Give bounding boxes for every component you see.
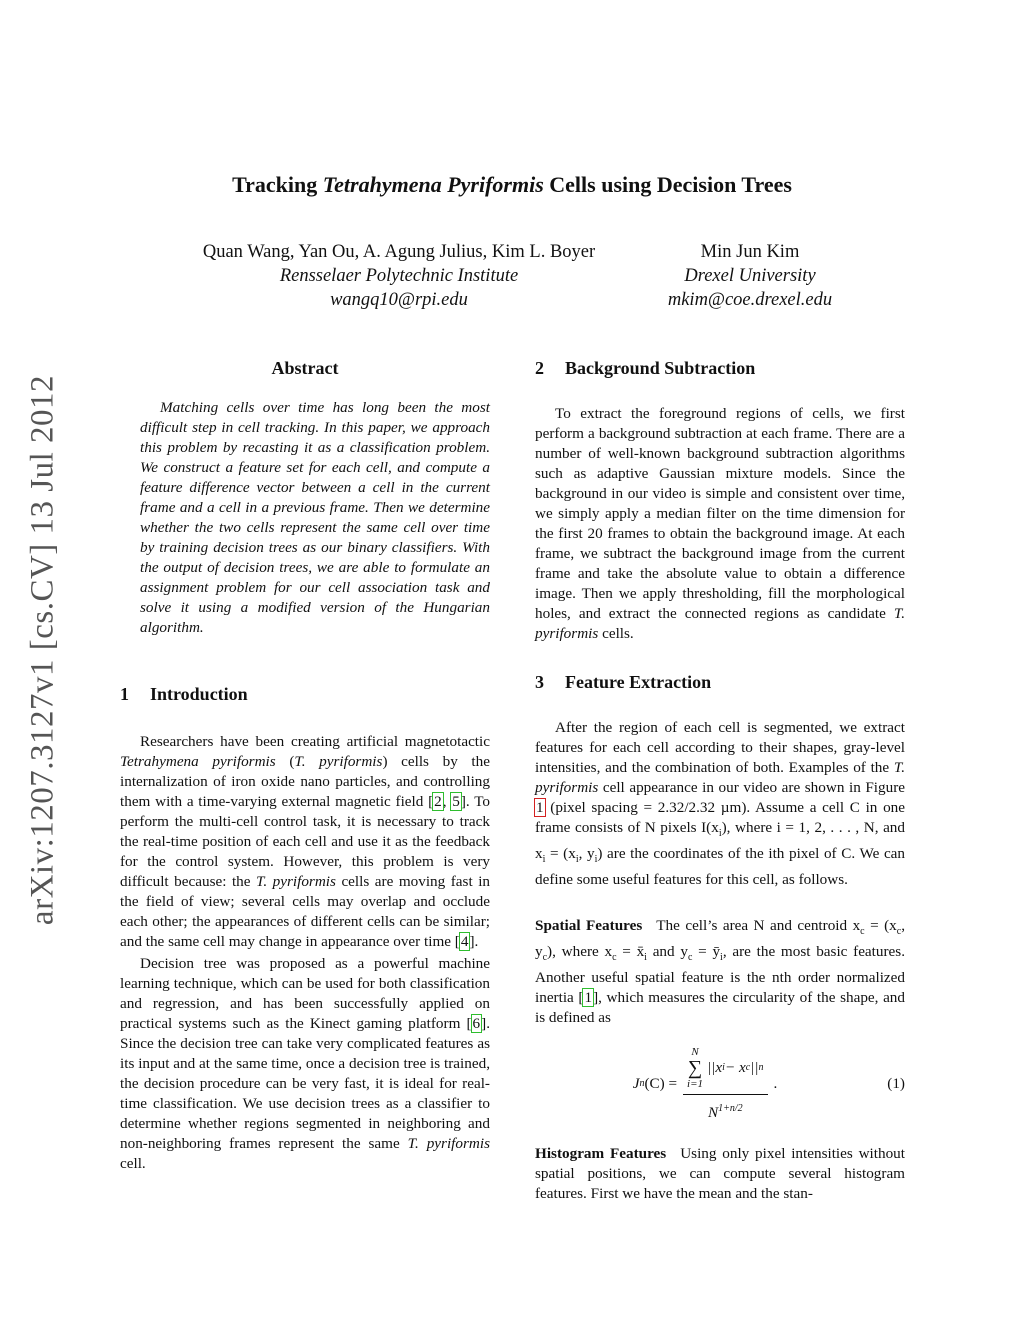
citation-link[interactable]: 4 (460, 933, 469, 950)
intro-paragraph-1: Researchers have been creating artificial magnetotactic Tetrahymena pyriformis (T. pyriformis) cells by the internalization of iron oxide nano particles, and controlling them with a time-varying external magnetic field [2, 5]. To perform the multi-cell control task, it is necessary to track the real-time position of each cell and use it as the feedback for the control system. However, this problem is very difficult because: the T. pyriformis cells are moving fast in the field of view; several cells may overlap and occlude each other; the appearances of different cells can be similar; and the same cell may change in appearance over time [4]. (120, 733, 491, 950)
author-email: mkim@coe.drexel.edu (667, 290, 833, 310)
sum-operator: N ∑ i=1 (687, 1045, 704, 1090)
author-affiliation: Rensselaer Polytechnic Institute (279, 266, 519, 286)
equation-fraction: N ∑ i=1 ||x i − x c || n $N^{1+n/2}$ (683, 1046, 767, 1123)
author-affiliation: Drexel University (684, 266, 816, 286)
left-column (120, 354, 490, 1174)
citation-link[interactable]: 6 (472, 1015, 481, 1032)
author-names: Quan Wang, Yan Ou, A. Agung Julius, Kim L. Boyer (202, 242, 596, 262)
paragraph-heading: Spatial Features (535, 917, 643, 935)
author-names: Min Jun Kim (700, 242, 800, 262)
spatial-features-paragraph: Spatial Features The cell’s area N and centroid $x_c = (x_c$, $y_c$), where $x_c$ = $x̄_i$ and $y_c$ = $ȳ_i$, are the most basic features. Another useful spatial feature is the nth order normalized inertia [1], which measures the circularity of the shape, and is defined as (535, 917, 905, 1027)
arxiv-watermark (26, 0, 60, 1325)
figure-link[interactable]: 1 (536, 799, 544, 816)
citation-link[interactable]: 1 (584, 989, 593, 1007)
histogram-features-paragraph: Histogram Features Using only pixel intensities without spatial positions, we can compute several histogram features. First we have the mean and the stan- (535, 1145, 905, 1203)
section-heading-introduction: 1 Introduction (120, 684, 248, 704)
equation-body: J n (C) = N ∑ i=1 ||x i − x c || n $N^{1+n/2}$ . (632, 1045, 778, 1121)
citation-link[interactable]: 5 (452, 793, 460, 810)
equation-1 (535, 1042, 905, 1126)
paper-title: Tracking Tetrahymena Pyriformis Cells using Decision Trees (232, 172, 792, 197)
arxiv-id-text: arXiv:1207.3127v1 [cs.CV] 13 Jul 2012 (24, 374, 61, 926)
abstract-text: Matching cells over time has long been the most difficult step in cell tracking. In this paper, we approach this problem by recasting it as a classification problem. We construct a feature set for each cell, and compute a feature difference vector between a cell in the current frame and a cell in a previous frame. Then we determine whether the two cells represent the same cell over time by training decision trees as our binary classifiers. With the output of decision trees, we are able to formulate an assignment problem for our cell association task and solve it using a modified version of the Hungarian algorithm. (140, 399, 490, 636)
paragraph-heading: Histogram Features (535, 1145, 667, 1163)
author-block-drexel (640, 240, 860, 312)
intro-paragraph-2: Decision tree was proposed as a powerful machine learning technique, which can be used for both classification and regression, and has been successfully applied on practical systems such as the Kinect gaming platform [6]. Since the decision tree can take very complicated features as its input and at the same time, once a decision tree is trained, the decision procedure can be very fast, it is ideal for real-time classification. We use decision trees as a classifier to determine whether regions segmented in neighboring and non-neighboring frames represent the same T. pyriformis cell. (120, 955, 490, 1172)
author-email: wangq10@rpi.edu (330, 290, 468, 310)
equation-number: (1) (887, 1075, 905, 1093)
right-column (535, 354, 905, 1204)
section-heading-feature-extraction: 3 Feature Extraction (535, 672, 712, 692)
background-paragraph: To extract the foreground regions of cells, we first perform a background subtraction at each frame. There are a number of well-known background subtraction algorithms such as adaptive Gaussian mixture models. Since the background in our video is simple and consistent over time, we simply apply a median filter on the time dimension for the first 20 frames to obtain the background image. At each frame, we subtract the background image from the current frame and take the absolute value to obtain a difference image. Then we apply thresholding, fill the morphological holes, and extract the connected regions as candidate T. pyriformis cells. (535, 405, 905, 642)
features-paragraph: After the region of each cell is segmented, we extract features for each cell according to their shapes, gray-level intensities, and the combination of both. Examples of the T. pyriformis cell appearance in our video are shown in Figure 1 (pixel spacing = 2.32/2.32 µm). Assume a cell C in one frame consists of N pixels $I(x_i)$, where i = 1, 2, . . . , N, and $x_i = (x_i$, $y_i$) are the coordinates of the ith pixel of C. We can define some useful features for this cell, as follows. (535, 719, 906, 889)
citation-link[interactable]: 2 (434, 793, 442, 810)
author-block-rpi (170, 240, 628, 312)
abstract-heading: Abstract (271, 358, 339, 378)
section-heading-background-subtraction: 2 Background Subtraction (535, 358, 756, 378)
